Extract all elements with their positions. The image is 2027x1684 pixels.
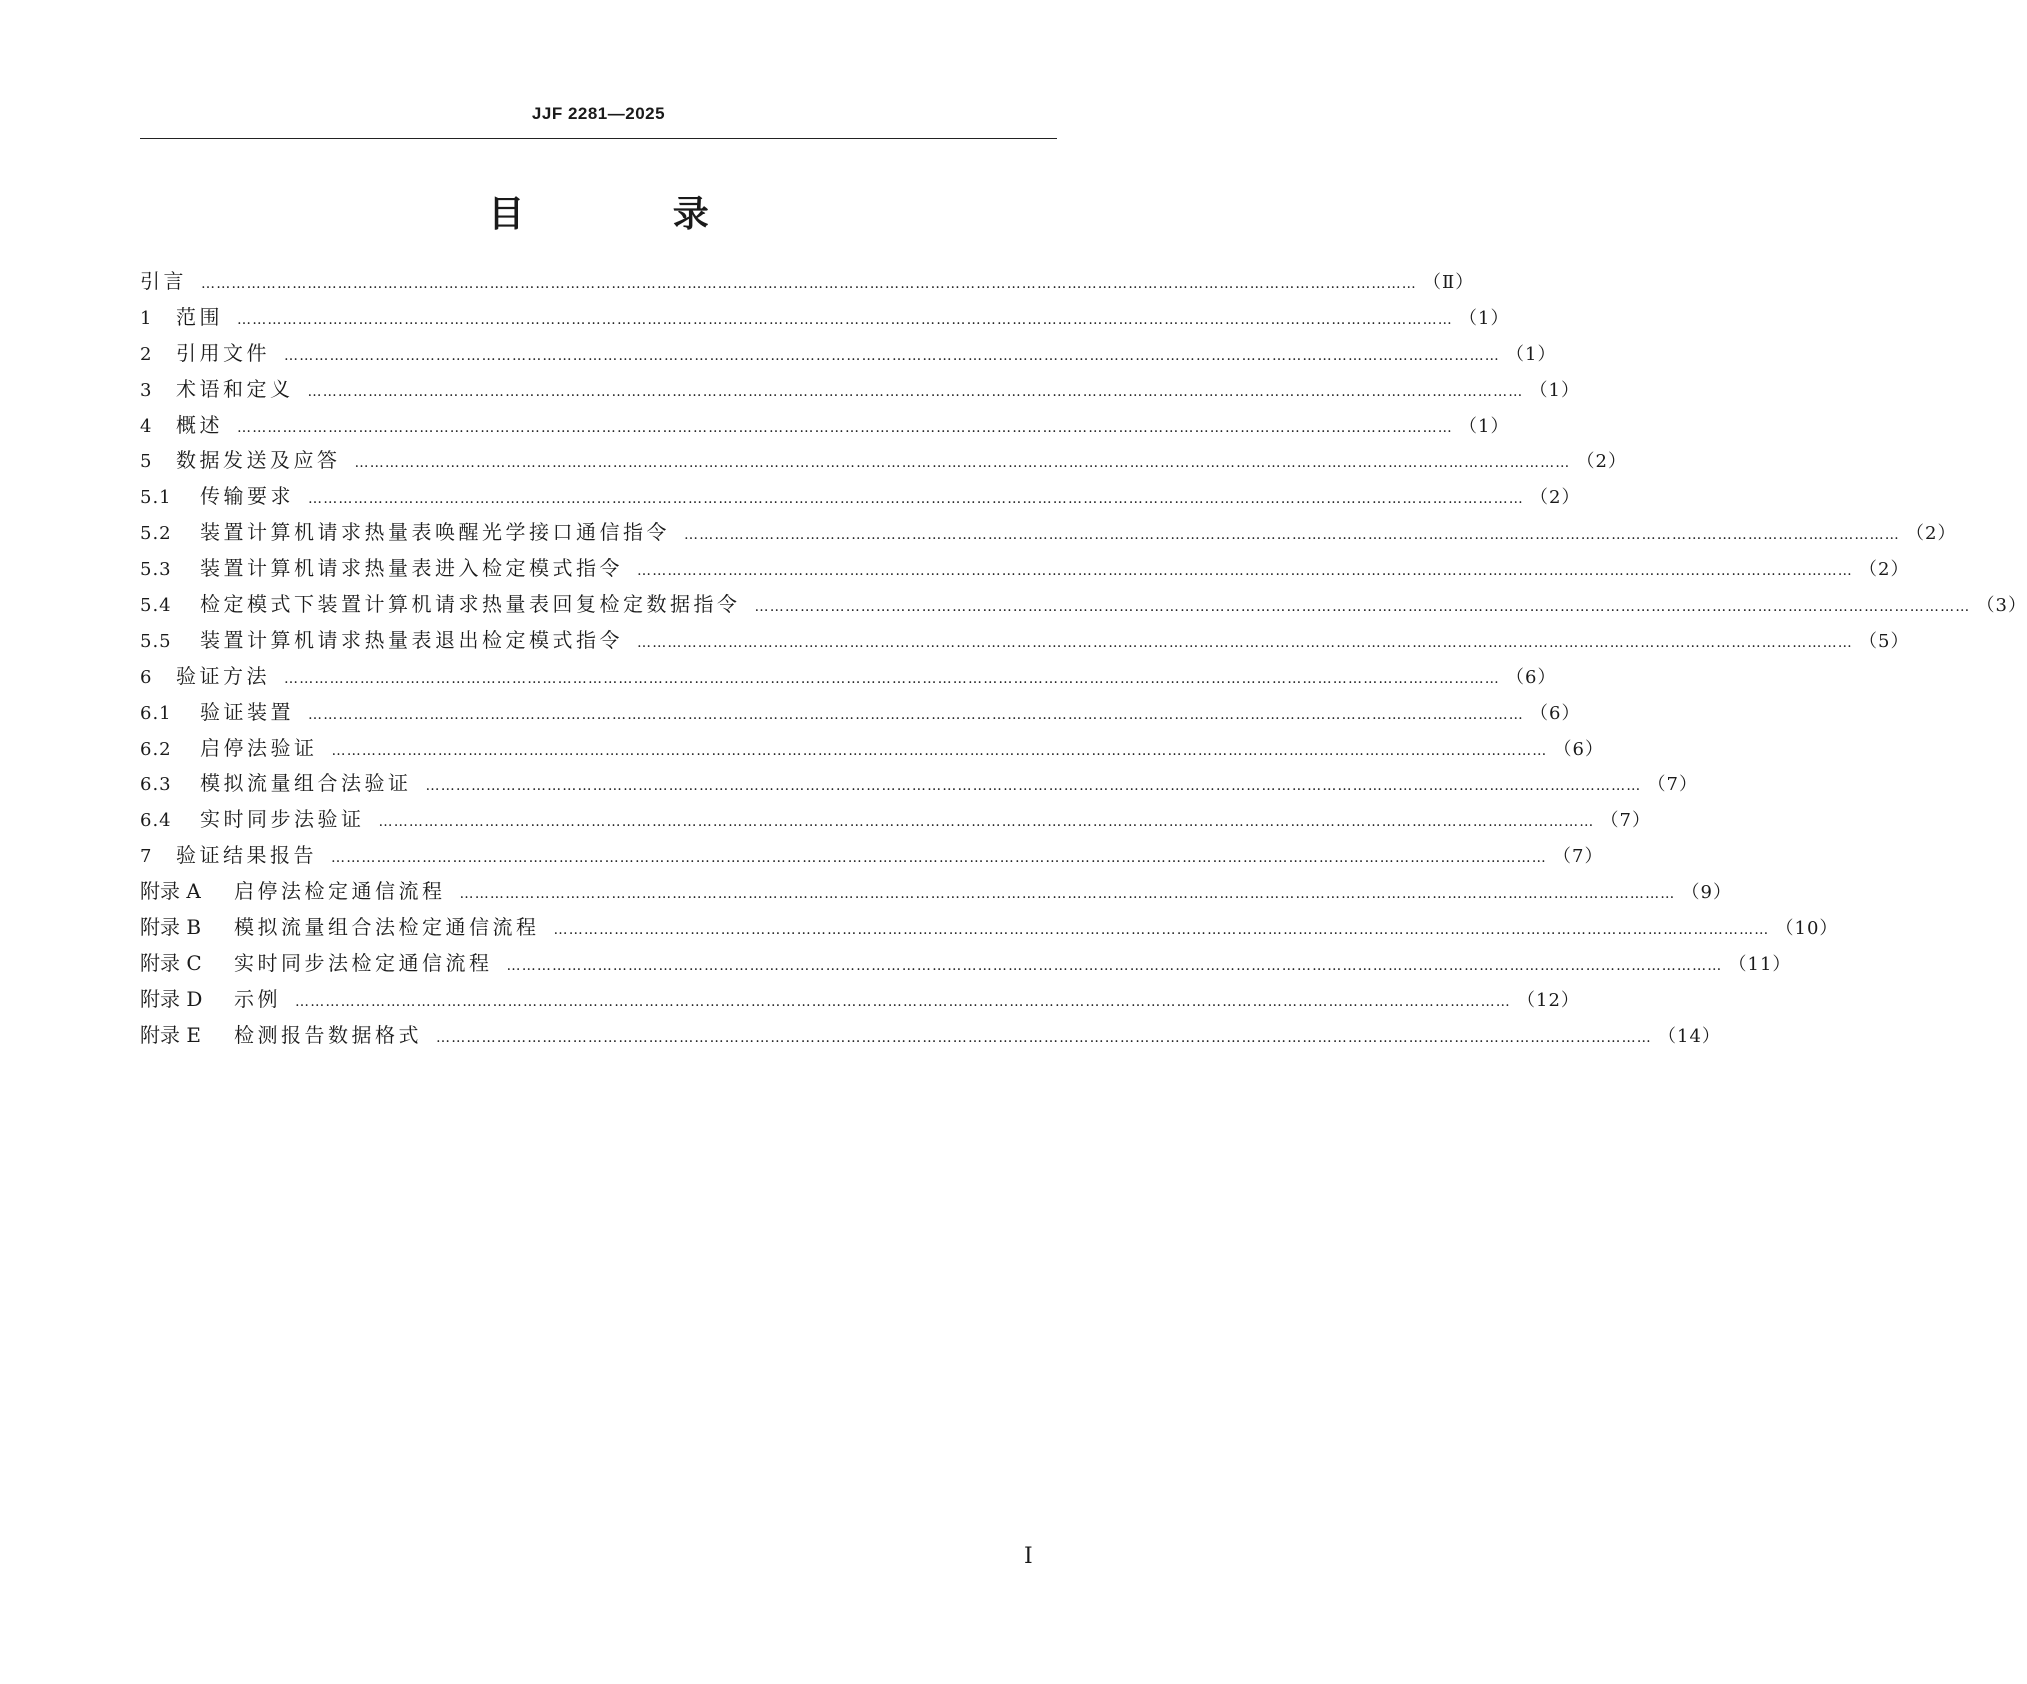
toc-entry[interactable] bbox=[140, 874, 1732, 910]
toc-entry-number: 7 bbox=[140, 846, 153, 868]
toc-entry-page: （2） bbox=[1576, 451, 1627, 473]
toc-entry[interactable] bbox=[140, 946, 1792, 982]
toc-entry[interactable] bbox=[140, 587, 2027, 623]
toc-entry[interactable] bbox=[140, 336, 1557, 372]
toc-entry-page: （6） bbox=[1553, 738, 1604, 760]
toc-entry-number: 3 bbox=[140, 379, 153, 401]
toc-entry[interactable] bbox=[140, 982, 1580, 1018]
toc-entry-page: （2） bbox=[1859, 559, 1910, 581]
toc-entry-label: 启停法验证 bbox=[200, 735, 318, 760]
toc-entry-label: 启停法检定通信流程 bbox=[234, 879, 446, 904]
toc-entry-label: 装置计算机请求热量表唤醒光学接口通信指令 bbox=[200, 520, 670, 545]
toc-entry-page: （3） bbox=[1976, 595, 2027, 617]
toc-entry[interactable] bbox=[140, 838, 1604, 874]
toc-entry-label: 验证装置 bbox=[200, 699, 294, 724]
toc-entry[interactable] bbox=[140, 372, 1580, 408]
dot-leader: …………………………………………………………………………………………………………………………………………………………………………………………………………………… bbox=[436, 1029, 1652, 1046]
toc-entry-page: （14） bbox=[1658, 1025, 1721, 1047]
toc-entry[interactable] bbox=[140, 910, 1839, 946]
toc-entry-number: 附录 A bbox=[140, 879, 201, 904]
document-code-header: JJF 2281—2025 bbox=[531, 104, 666, 123]
toc-entry-number: 4 bbox=[140, 415, 153, 437]
toc-entry-number: 6.1 bbox=[140, 702, 172, 724]
toc-entry[interactable] bbox=[140, 551, 1910, 587]
toc-entry-label: 传输要求 bbox=[200, 484, 294, 509]
toc-entry-label: 引用文件 bbox=[176, 340, 270, 365]
toc-entry-page: （6） bbox=[1530, 702, 1581, 724]
toc-entry-label: 验证结果报告 bbox=[176, 843, 317, 868]
toc-entry[interactable] bbox=[140, 264, 1475, 300]
toc-entry-number: 5.5 bbox=[140, 630, 172, 652]
toc-entry-page: （12） bbox=[1517, 989, 1580, 1011]
dot-leader: …………………………………………………………………………………………………………………………………………………………………………………………………………………… bbox=[237, 311, 1453, 328]
toc-entry[interactable] bbox=[140, 623, 1910, 659]
toc-entry-number: 5 bbox=[140, 451, 153, 473]
dot-leader: …………………………………………………………………………………………………………………………………………………………………………………………………………………… bbox=[637, 563, 1853, 580]
toc-entry-page: （2） bbox=[1906, 523, 1957, 545]
toc-entry-number: 附录 B bbox=[140, 915, 202, 940]
toc-entry-page: （Ⅱ） bbox=[1423, 272, 1475, 293]
toc-entry-label: 数据发送及应答 bbox=[176, 448, 341, 473]
toc-entry-label: 引言 bbox=[140, 269, 187, 293]
dot-leader: …………………………………………………………………………………………………………………………………………………………………………………………………………………… bbox=[284, 670, 1500, 687]
toc-entry-label: 装置计算机请求热量表进入检定模式指令 bbox=[200, 556, 623, 581]
toc-entry-label: 示例 bbox=[234, 986, 281, 1011]
toc-entry[interactable] bbox=[140, 300, 1510, 336]
toc-entry[interactable] bbox=[140, 1018, 1721, 1054]
toc-entry-number: 6.3 bbox=[140, 774, 172, 796]
toc-entry-label: 装置计算机请求热量表退出检定模式指令 bbox=[200, 627, 623, 652]
toc-entry-page: （1） bbox=[1529, 379, 1580, 401]
toc-entry-label: 检定模式下装置计算机请求热量表回复检定数据指令 bbox=[200, 592, 741, 617]
toc-entry-number: 5.3 bbox=[140, 559, 172, 581]
toc-entry-page: （1） bbox=[1459, 415, 1510, 437]
toc-entry-number: 5.2 bbox=[140, 523, 172, 545]
toc-entry-label: 概述 bbox=[176, 412, 223, 437]
toc-entry[interactable] bbox=[140, 659, 1557, 695]
dot-leader: …………………………………………………………………………………………………………………………………………………………………………………………………………………… bbox=[506, 957, 1723, 974]
dot-leader: …………………………………………………………………………………………………………………………………………………………………………………………………………………… bbox=[284, 347, 1500, 364]
toc-entry-page: （7） bbox=[1647, 774, 1698, 796]
dot-leader: …………………………………………………………………………………………………………………………………………………………………………………………………………………… bbox=[307, 383, 1524, 400]
toc-entry-label: 模拟流量组合法检定通信流程 bbox=[234, 915, 540, 940]
dot-leader: …………………………………………………………………………………………………………………………………………………………………………………………………………………… bbox=[684, 527, 1900, 544]
toc-entry-page: （10） bbox=[1775, 918, 1839, 940]
toc-entry-number: 6.4 bbox=[140, 810, 172, 832]
toc-entry-page: （2） bbox=[1530, 487, 1581, 509]
dot-leader: …………………………………………………………………………………………………………………………………………………………………………………………………………………… bbox=[354, 455, 1571, 472]
toc-entry-page: （1） bbox=[1459, 307, 1510, 329]
toc-entry-number: 附录 D bbox=[140, 986, 203, 1011]
dot-leader: …………………………………………………………………………………………………………………………………………………………………………………………………………………… bbox=[459, 886, 1676, 903]
toc-entry-number: 1 bbox=[140, 307, 153, 329]
toc-entry-number: 5.4 bbox=[140, 595, 172, 617]
toc-entry-page: （6） bbox=[1506, 666, 1557, 688]
toc-entry-label: 范围 bbox=[176, 304, 223, 329]
toc-entry-label: 术语和定义 bbox=[176, 376, 294, 401]
toc-entry-page: （7） bbox=[1553, 846, 1604, 868]
toc-entry[interactable] bbox=[140, 802, 1651, 838]
toc-entry-label: 检测报告数据格式 bbox=[234, 1022, 422, 1047]
toc-entry-number: 附录 E bbox=[140, 1022, 201, 1047]
toc-entry[interactable] bbox=[140, 731, 1604, 767]
table-of-contents bbox=[140, 264, 2027, 1054]
dot-leader: …………………………………………………………………………………………………………………………………………………………………………………………………………………… bbox=[754, 599, 1971, 616]
toc-entry-number: 6 bbox=[140, 666, 153, 688]
toc-entry-label: 模拟流量组合法验证 bbox=[200, 771, 412, 796]
toc-entry[interactable] bbox=[140, 443, 1627, 479]
toc-entry-number: 附录 C bbox=[140, 950, 202, 975]
dot-leader: …………………………………………………………………………………………………………………………………………………………………………………………………………………… bbox=[308, 491, 1524, 508]
dot-leader: …………………………………………………………………………………………………………………………………………………………………………………………………………………… bbox=[237, 419, 1453, 436]
toc-entry-page: （9） bbox=[1681, 882, 1732, 904]
dot-leader: …………………………………………………………………………………………………………………………………………………………………………………………………………………… bbox=[201, 276, 1417, 292]
toc-entry-number: 5.1 bbox=[140, 487, 172, 509]
page-title: 目 录 bbox=[488, 194, 777, 235]
toc-entry-label: 实时同步法验证 bbox=[200, 807, 365, 832]
dot-leader: …………………………………………………………………………………………………………………………………………………………………………………………………………………… bbox=[308, 706, 1524, 723]
toc-entry[interactable] bbox=[140, 479, 1581, 515]
dot-leader: …………………………………………………………………………………………………………………………………………………………………………………………………………………… bbox=[553, 922, 1770, 939]
toc-entry[interactable] bbox=[140, 766, 1698, 802]
toc-entry-label: 验证方法 bbox=[176, 663, 270, 688]
toc-entry-page: （5） bbox=[1859, 630, 1910, 652]
dot-leader: …………………………………………………………………………………………………………………………………………………………………………………………………………………… bbox=[637, 634, 1853, 651]
page-number: Ⅰ bbox=[1024, 1544, 1033, 1569]
toc-entry[interactable] bbox=[140, 515, 1957, 551]
header-rule bbox=[140, 138, 1057, 139]
dot-leader: …………………………………………………………………………………………………………………………………………………………………………………………………………………… bbox=[295, 993, 1511, 1010]
toc-entry[interactable] bbox=[140, 408, 1510, 444]
toc-entry-page: （11） bbox=[1728, 953, 1792, 975]
toc-entry-number: 2 bbox=[140, 343, 153, 365]
toc-entry-label: 实时同步法检定通信流程 bbox=[234, 950, 493, 975]
toc-entry-page: （1） bbox=[1506, 343, 1557, 365]
toc-entry[interactable] bbox=[140, 695, 1581, 731]
dot-leader: …………………………………………………………………………………………………………………………………………………………………………………………………………………… bbox=[378, 814, 1595, 831]
dot-leader: …………………………………………………………………………………………………………………………………………………………………………………………………………………… bbox=[425, 778, 1642, 795]
toc-entry-page: （7） bbox=[1600, 810, 1651, 832]
dot-leader: …………………………………………………………………………………………………………………………………………………………………………………………………………………… bbox=[331, 850, 1547, 867]
dot-leader: …………………………………………………………………………………………………………………………………………………………………………………………………………………… bbox=[331, 742, 1548, 759]
toc-entry-number: 6.2 bbox=[140, 738, 172, 760]
